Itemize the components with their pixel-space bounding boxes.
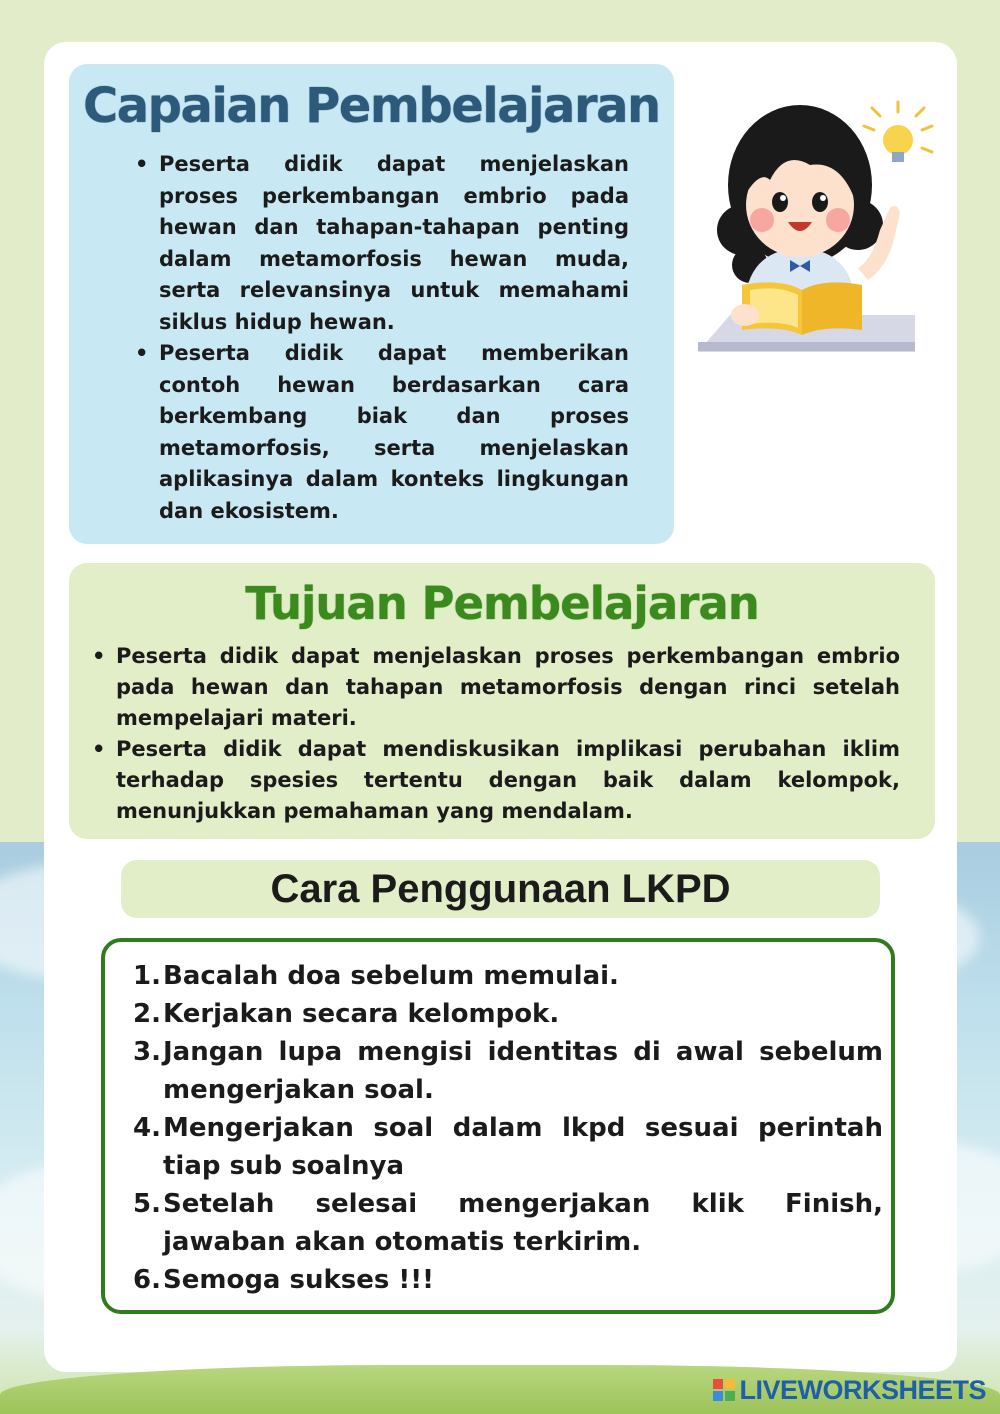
cara-header xyxy=(121,860,880,918)
capaian-title: Capaian Pembelajaran xyxy=(83,78,660,134)
cara-item-text: Kerjakan secara kelompok. xyxy=(163,999,560,1029)
capaian-section xyxy=(69,64,674,544)
tujuan-item: • Peserta didik dapat menjelaskan proses perkembangan embrio pada hewan dan tahapan metamorfosis dengan rinci setelah mempelajari materi. xyxy=(116,641,900,734)
cara-item xyxy=(133,1109,883,1185)
cara-item-number: 3. xyxy=(133,1037,161,1067)
liveworksheets-brand[interactable] xyxy=(713,1374,986,1406)
cara-instructions-box xyxy=(101,938,895,1314)
cara-item xyxy=(133,1261,883,1299)
cara-item-number: 6. xyxy=(133,1265,161,1295)
cara-item-number: 2. xyxy=(133,999,161,1029)
cara-item xyxy=(133,957,883,995)
cara-list xyxy=(133,957,883,1299)
tujuan-section xyxy=(69,563,935,839)
cara-item-number: 1. xyxy=(133,961,161,991)
cara-item-text: Jangan lupa mengisi identitas di awal sebelum mengerjakan soal. xyxy=(163,1037,883,1105)
cara-item xyxy=(133,1185,883,1261)
cara-item-number: 5. xyxy=(133,1189,161,1219)
cara-item xyxy=(133,995,883,1033)
cara-item-text: Mengerjakan soal dalam lkpd sesuai perintah tiap sub soalnya xyxy=(163,1113,883,1181)
capaian-item: • Peserta didik dapat memberikan contoh hewan berdasarkan cara berkembang biak dan proses metamorfosis, serta menjelaskan aplikasinya dalam konteks lingkungan dan ekosistem. xyxy=(159,338,629,527)
cara-item-text: Semoga sukses !!! xyxy=(163,1265,435,1295)
cara-title: Cara Penggunaan LKPD xyxy=(270,866,731,911)
tujuan-list xyxy=(116,641,900,827)
cara-item-text: Bacalah doa sebelum memulai. xyxy=(163,961,619,991)
capaian-list xyxy=(159,149,629,527)
liveworksheets-logo-icon xyxy=(713,1379,735,1401)
girl-reading-book-icon xyxy=(690,90,950,360)
cara-item xyxy=(133,1033,883,1109)
tujuan-title: Tujuan Pembelajaran xyxy=(245,577,759,630)
tujuan-item: • Peserta didik dapat mendiskusikan implikasi perubahan iklim terhadap spesies tertentu dengan baik dalam kelompok, menunjukkan pemahaman yang mendalam. xyxy=(116,734,900,827)
brand-name: LIVEWORKSHEETS xyxy=(739,1374,986,1405)
cara-item-number: 4. xyxy=(133,1113,161,1143)
cara-item-text: Setelah selesai mengerjakan klik Finish, jawaban akan otomatis terkirim. xyxy=(163,1189,883,1257)
capaian-item: • Peserta didik dapat menjelaskan proses perkembangan embrio pada hewan dan tahapan-tahapan penting dalam metamorfosis hewan muda, serta relevansinya untuk memahami siklus hidup hewan. xyxy=(159,149,629,338)
